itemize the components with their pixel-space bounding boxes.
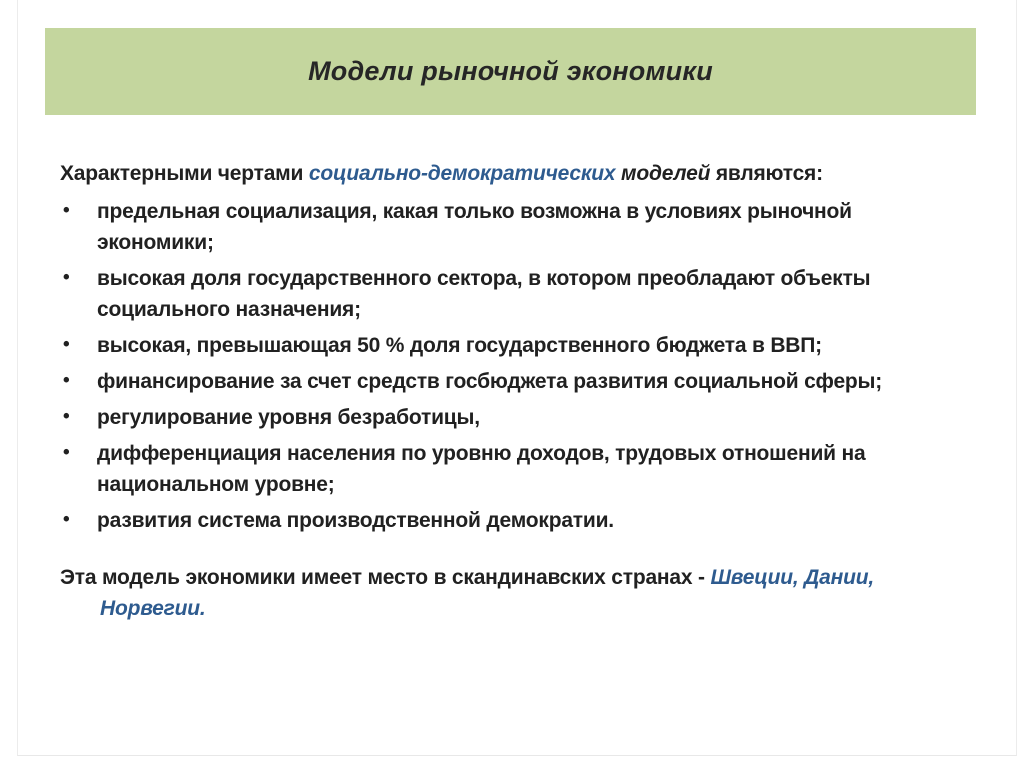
bullet-item: • финансирование за счет средств госбюджета развития социальной сферы;	[60, 366, 952, 397]
title-banner	[45, 28, 976, 115]
slide-content	[60, 158, 952, 624]
intro-text-end: являются:	[710, 162, 823, 185]
bullet-item: • дифференциация населения по уровню доходов, трудовых отношений на национальном уровне;	[60, 438, 952, 500]
bullet-item: • развития система производственной демократии.	[60, 505, 952, 536]
outro-paragraph	[60, 562, 952, 624]
outro-text: Эта модель экономики имеет место в скандинавских странах -	[60, 566, 711, 589]
slide-title: Модели рыночной экономики	[308, 56, 713, 86]
bullet-item: • предельная социализация, какая только возможна в условиях рыночной экономики;	[60, 196, 952, 258]
intro-text-start: Характерными чертами	[60, 162, 309, 185]
bullet-list	[60, 196, 952, 536]
bullet-item: • регулирование уровня безработицы,	[60, 402, 952, 433]
bullet-item: • высокая доля государственного сектора, в котором преобладают объекты социального назначения;	[60, 263, 952, 325]
outro-highlight-blue: Швеции, Дании, Норвегии.	[100, 566, 874, 620]
intro-highlight-blue: социально-демократических	[308, 162, 616, 185]
intro-paragraph	[60, 158, 952, 189]
bullet-item: • высокая, превышающая 50 % доля государственного бюджета в ВВП;	[60, 330, 952, 361]
intro-text-italic: моделей	[615, 162, 711, 185]
